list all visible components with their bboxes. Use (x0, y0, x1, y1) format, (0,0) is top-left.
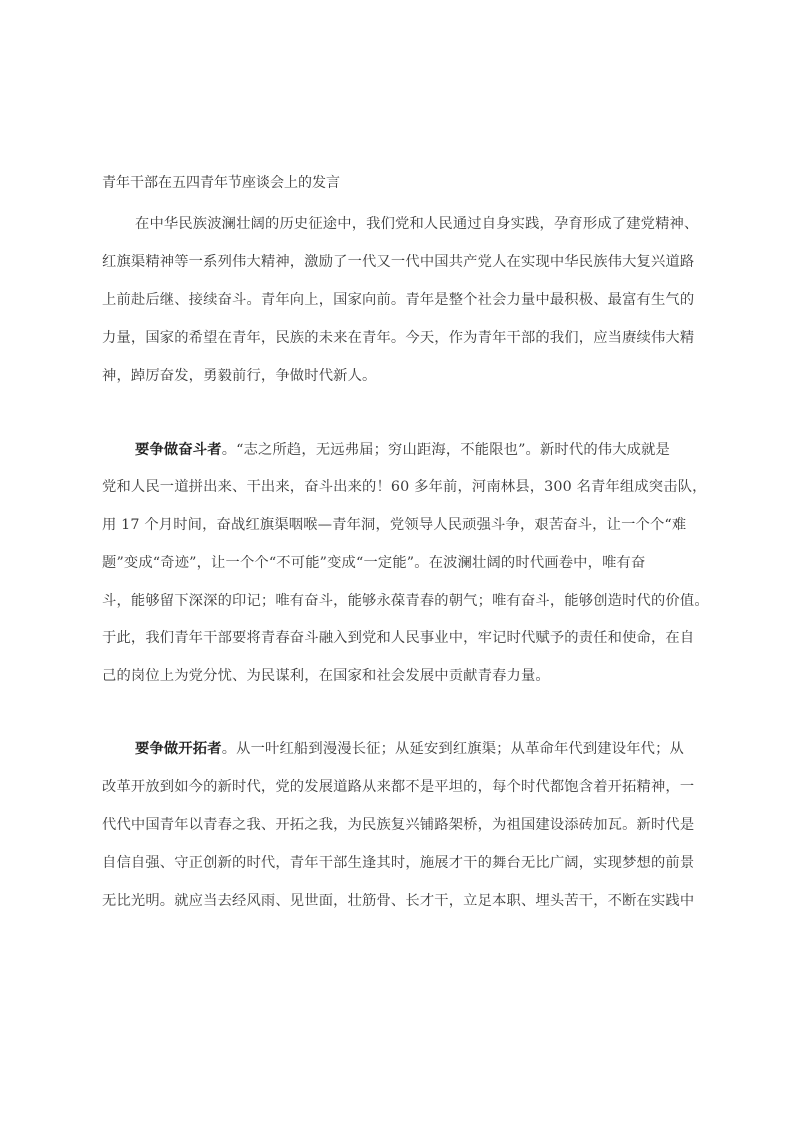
paragraph-first-line (102, 740, 684, 758)
paragraph-line: 己的岗位上为党分忧、为民谋利，在国家和社会发展中贡献青春力量。 (102, 668, 550, 684)
paragraph-line: 自信自强、守正创新的时代，青年干部生逢其时，施展才干的舞台无比广阔，实现梦想的前景 (102, 855, 695, 871)
paragraph-line: 代代中国青年以青春之我、开拓之我，为民族复兴铺路架桥，为祖国建设添砖加瓦。新时代是 (102, 817, 695, 833)
paragraph-first-line-text: 。从一叶红船到漫漫长征；从延安到红旗渠；从革命年代到建设年代；从 (221, 741, 684, 757)
paragraph-line: 改革开放到如今的新时代，党的发展道路从来都不是平坦的，每个时代都饱含着开拓精神，一 (102, 779, 695, 795)
paragraph-line: 题”变成“奇迹”，让一个个“不可能”变成“一定能”。在波澜壮阔的时代画卷中，唯有奋 (102, 555, 646, 571)
paragraph-line: 党和人民一道拼出来、干出来，奋斗出来的！60 多年前，河南林县，300 名青年组成突击队， (102, 479, 707, 495)
paragraph-line: 上前赴后继、接续奋斗。青年向上，国家向前。青年是整个社会力量中最积极、最富有生气的 (102, 292, 695, 308)
paragraph-line: 斗，能够留下深深的印记；唯有奋斗，能够永葆青春的朝气；唯有奋斗，能够创造时代的价值。 (102, 593, 709, 609)
paragraph-line: 于此，我们青年干部要将青春奋斗融入到党和人民事业中，牢记时代赋予的责任和使命，在自 (102, 630, 695, 646)
paragraph-first-line-text: 。“志之所趋，无远弗届；穷山距海，不能限也”。新时代的伟大成就是 (221, 442, 671, 458)
paragraph-line: 无比光明。就应当去经风雨、见世面，壮筋骨、长才干，立足本职、埋头苦干，不断在实践中 (102, 893, 695, 909)
paragraph-line: 力量，国家的希望在青年，民族的未来在青年。今天，作为青年干部的我们，应当赓续伟大精 (102, 330, 695, 346)
paragraph-lead-heading: 要争做开拓者 (135, 741, 222, 757)
paragraph-line: 在中华民族波澜壮阔的历史征途中，我们党和人民通过自身实践，孕育形成了建党精神、 (135, 216, 699, 232)
paragraph-first-line (102, 441, 684, 459)
paragraph-line: 用 17 个月时间，奋战红旗渠咽喉—青年洞，党领导人民顽强斗争，艰苦奋斗，让一个个“难 (102, 517, 687, 533)
paragraph-line: 红旗渠精神等一系列伟大精神，激励了一代又一代中国共产党人在实现中华民族伟大复兴道路 (102, 254, 695, 270)
paragraph-lead-heading: 要争做奋斗者 (135, 442, 222, 458)
document-title: 青年干部在五四青年节座谈会上的发言 (102, 175, 340, 191)
paragraph-line: 神，踔厉奋发，勇毅前行，争做时代新人。 (102, 368, 377, 384)
